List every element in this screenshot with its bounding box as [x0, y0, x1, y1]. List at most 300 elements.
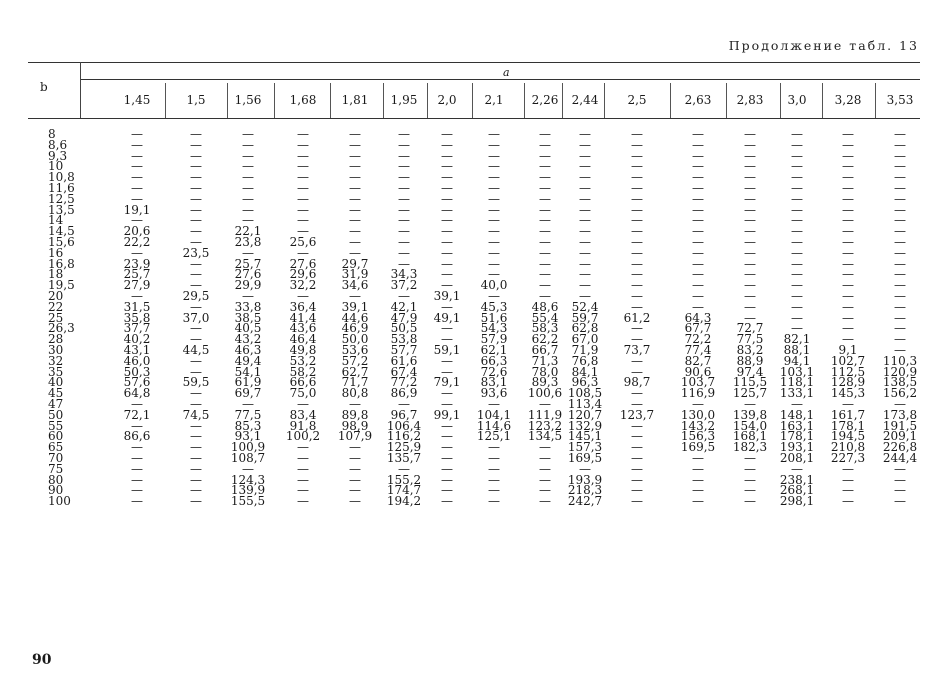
table-cell: 59,5: [182, 375, 210, 390]
table-cell: —: [631, 278, 643, 293]
row-label: 11,6: [48, 181, 75, 195]
row-label: 28: [48, 332, 64, 347]
table-cell: 66,6: [289, 375, 317, 390]
table-cell: —: [131, 461, 143, 476]
table-cell: —: [692, 472, 704, 487]
table-cell: 168,1: [732, 429, 768, 444]
table-cell: —: [398, 148, 410, 163]
table-cell: —: [744, 224, 756, 239]
table-cell: —: [441, 137, 453, 152]
table-cell: —: [842, 332, 854, 347]
table-cell: —: [791, 213, 803, 228]
table-cell: 72,1: [123, 407, 151, 422]
table-cell: 35,8: [123, 310, 151, 325]
table-cell: 161,7: [830, 407, 866, 422]
table-cell: 125,9: [386, 440, 422, 455]
table-cell: 27,9: [123, 278, 151, 293]
table-cell: —: [441, 181, 453, 195]
table-cell: —: [349, 451, 361, 465]
table-cell: —: [539, 224, 551, 239]
table-cell: —: [894, 213, 906, 228]
row-label: 75: [48, 461, 64, 476]
table-cell: —: [539, 483, 551, 498]
table-cell: —: [398, 137, 410, 152]
table-cell: —: [791, 202, 803, 217]
table-cell: 210,8: [830, 440, 866, 455]
table-cell: 29,6: [289, 267, 317, 282]
table-cell: 46,3: [234, 343, 262, 357]
table-cell: 134,5: [527, 429, 563, 444]
table-cell: —: [744, 256, 756, 271]
table-cell: —: [631, 472, 643, 487]
table-cell: —: [441, 397, 453, 411]
table-cell: —: [441, 353, 453, 368]
table-cell: —: [631, 332, 643, 347]
table-cell: —: [398, 202, 410, 217]
table-cell: 113,4: [567, 397, 603, 411]
group-header-rule: [80, 79, 920, 80]
table-cell: —: [894, 127, 906, 141]
table-cell: —: [692, 181, 704, 195]
table-cell: 244,4: [882, 451, 918, 465]
table-cell: —: [631, 483, 643, 498]
table-cell: 82,7: [684, 353, 712, 368]
table-cell: —: [744, 472, 756, 487]
table-cell: 100,9: [230, 440, 266, 455]
table-cell: —: [631, 418, 643, 433]
table-cell: —: [190, 483, 202, 498]
table-cell: —: [539, 181, 551, 195]
table-cell: 103,7: [680, 375, 716, 390]
row-label: 10,8: [48, 170, 75, 185]
table-cell: 118,1: [779, 375, 815, 390]
table-cell: —: [349, 289, 361, 303]
table-cell: 133,1: [779, 386, 815, 401]
table-cell: —: [791, 127, 803, 141]
table-cell: —: [190, 418, 202, 433]
table-cell: 112,5: [830, 364, 866, 379]
table-cell: —: [692, 451, 704, 465]
table-cell: —: [190, 181, 202, 195]
table-cell: —: [441, 213, 453, 228]
table-cell: 62,7: [341, 364, 369, 379]
row-label: 30: [48, 343, 64, 357]
table-cell: —: [441, 148, 453, 163]
table-cell: —: [190, 267, 202, 282]
table-cell: —: [894, 235, 906, 249]
table-cell: —: [349, 461, 361, 476]
table-cell: —: [631, 289, 643, 303]
table-cell: 85,3: [234, 418, 262, 433]
table-cell: —: [631, 440, 643, 455]
table-cell: —: [488, 202, 500, 217]
table-cell: 42,1: [390, 299, 418, 314]
table-cell: —: [744, 267, 756, 282]
table-cell: —: [744, 159, 756, 174]
table-cell: —: [190, 213, 202, 228]
table-cell: —: [190, 224, 202, 239]
table-cell: —: [488, 235, 500, 249]
table-cell: 135,7: [386, 451, 422, 465]
table-cell: —: [692, 235, 704, 249]
table-cell: —: [398, 213, 410, 228]
table-cell: —: [791, 170, 803, 185]
table-cell: —: [297, 191, 309, 206]
table-cell: —: [242, 245, 254, 260]
table-cell: 94,1: [783, 353, 811, 368]
column-header: 1,81: [341, 93, 369, 107]
row-label: 16: [48, 245, 64, 260]
table-cell: 108,7: [230, 451, 266, 465]
table-cell: —: [242, 159, 254, 174]
table-cell: —: [579, 191, 591, 206]
table-cell: —: [631, 224, 643, 239]
table-cell: 66,7: [531, 343, 559, 357]
table-cell: —: [488, 440, 500, 455]
column-header: 3,0: [787, 93, 807, 107]
table-cell: 174,7: [386, 483, 422, 498]
table-cell: —: [297, 472, 309, 487]
table-cell: —: [190, 472, 202, 487]
table-cell: —: [539, 213, 551, 228]
table-cell: 154,0: [732, 418, 768, 433]
table-cell: —: [131, 483, 143, 498]
column-header: 3,28: [834, 93, 862, 107]
table-cell: —: [579, 159, 591, 174]
table-cell: —: [441, 461, 453, 476]
table-cell: —: [631, 170, 643, 185]
table-cell: 46,4: [289, 332, 317, 347]
table-cell: —: [631, 353, 643, 368]
table-cell: —: [842, 299, 854, 314]
table-cell: —: [894, 278, 906, 293]
table-cell: 107,9: [337, 429, 373, 444]
table-cell: —: [692, 245, 704, 260]
table-cell: —: [242, 191, 254, 206]
column-divider: [670, 83, 671, 118]
table-cell: —: [242, 127, 254, 141]
table-cell: —: [488, 472, 500, 487]
table-cell: 50,3: [123, 364, 151, 379]
table-cell: —: [631, 256, 643, 271]
table-cell: —: [579, 235, 591, 249]
table-cell: —: [894, 256, 906, 271]
table-cell: —: [692, 202, 704, 217]
table-cell: —: [791, 137, 803, 152]
table-cell: 242,7: [567, 494, 603, 509]
table-cell: —: [131, 191, 143, 206]
table-cell: —: [398, 127, 410, 141]
table-cell: 39,1: [341, 299, 369, 314]
table-cell: —: [297, 181, 309, 195]
table-cell: —: [539, 202, 551, 217]
row-label: 14,5: [48, 224, 75, 239]
table-cell: —: [744, 483, 756, 498]
table-cell: —: [744, 461, 756, 476]
table-cell: —: [744, 137, 756, 152]
table-cell: —: [349, 213, 361, 228]
table-cell: 57,2: [341, 353, 369, 368]
table-cell: 33,8: [234, 299, 262, 314]
table-cell: —: [692, 483, 704, 498]
table-cell: 157,3: [567, 440, 603, 455]
table-cell: 123,7: [619, 407, 655, 422]
table-cell: —: [631, 137, 643, 152]
table-cell: —: [631, 148, 643, 163]
table-cell: —: [441, 364, 453, 379]
table-cell: 145,1: [567, 429, 603, 444]
table-cell: —: [791, 159, 803, 174]
table-cell: —: [441, 472, 453, 487]
table-cell: —: [242, 461, 254, 476]
table-cell: —: [297, 213, 309, 228]
table-cell: —: [692, 494, 704, 509]
table-cell: —: [894, 299, 906, 314]
table-cell: 37,7: [123, 321, 151, 336]
table-cell: 89,3: [531, 375, 559, 390]
table-cell: —: [631, 245, 643, 260]
table-cell: —: [894, 202, 906, 217]
table-cell: —: [539, 267, 551, 282]
table-cell: 64,3: [684, 310, 712, 325]
table-cell: —: [349, 494, 361, 509]
table-cell: 49,4: [234, 353, 262, 368]
table-cell: 36,4: [289, 299, 317, 314]
table-cell: —: [692, 267, 704, 282]
table-cell: —: [744, 191, 756, 206]
table-cell: 53,8: [390, 332, 418, 347]
table-cell: 50,0: [341, 332, 369, 347]
table-cell: 90,6: [684, 364, 712, 379]
table-cell: 50,5: [390, 321, 418, 336]
table-cell: —: [488, 451, 500, 465]
column-header: 2,0: [437, 93, 457, 107]
row-label: 22: [48, 299, 64, 314]
column-divider: [822, 83, 823, 118]
table-cell: —: [441, 299, 453, 314]
table-cell: 67,0: [571, 332, 599, 347]
table-cell: —: [539, 245, 551, 260]
table-cell: —: [131, 181, 143, 195]
table-cell: —: [692, 137, 704, 152]
row-label: 19,5: [48, 278, 75, 293]
table-cell: 238,1: [779, 472, 815, 487]
table-cell: —: [349, 397, 361, 411]
table-cell: —: [744, 299, 756, 314]
table-cell: —: [190, 429, 202, 444]
table-cell: 34,3: [390, 267, 418, 282]
table-cell: 77,5: [234, 407, 262, 422]
table-cell: —: [842, 159, 854, 174]
table-cell: 25,7: [123, 267, 151, 282]
table-cell: —: [791, 310, 803, 325]
table-cell: —: [894, 181, 906, 195]
table-cell: 54,3: [480, 321, 508, 336]
column-header: 2,44: [571, 93, 599, 107]
table-cell: —: [842, 289, 854, 303]
row-label: 13,5: [48, 202, 75, 217]
table-cell: —: [349, 137, 361, 152]
column-divider: [274, 83, 275, 118]
table-cell: —: [842, 137, 854, 152]
table-cell: —: [131, 451, 143, 465]
table-cell: 39,1: [433, 289, 461, 303]
table-cell: 88,1: [783, 343, 811, 357]
table-cell: 55,4: [531, 310, 559, 325]
table-cell: —: [744, 170, 756, 185]
table-cell: 138,5: [882, 375, 918, 390]
table-cell: —: [297, 245, 309, 260]
table-cell: —: [579, 461, 591, 476]
page-number: 90: [32, 652, 52, 668]
table-cell: —: [744, 310, 756, 325]
column-divider: [562, 83, 563, 118]
table-cell: 31,5: [123, 299, 151, 314]
table-cell: —: [631, 202, 643, 217]
table-cell: 44,6: [341, 310, 369, 325]
table-cell: 77,4: [684, 343, 712, 357]
table-cell: 156,2: [882, 386, 918, 401]
table-cell: —: [579, 170, 591, 185]
table-cell: —: [579, 127, 591, 141]
table-cell: —: [190, 353, 202, 368]
table-cell: —: [631, 159, 643, 174]
table-cell: —: [297, 224, 309, 239]
table-cell: —: [842, 235, 854, 249]
table-cell: —: [190, 202, 202, 217]
table-cell: —: [692, 148, 704, 163]
table-cell: —: [744, 181, 756, 195]
table-cell: 57,7: [390, 343, 418, 357]
table-cell: —: [842, 224, 854, 239]
table-cell: 25,7: [234, 256, 262, 271]
row-label: 32: [48, 353, 64, 368]
table-cell: —: [631, 299, 643, 314]
table-cell: —: [297, 440, 309, 455]
table-cell: 139,9: [230, 483, 266, 498]
row-label: 12,5: [48, 191, 75, 206]
table-cell: —: [539, 235, 551, 249]
column-header: 1,5: [186, 93, 206, 107]
table-cell: —: [441, 440, 453, 455]
table-cell: —: [744, 451, 756, 465]
table-cell: 191,5: [882, 418, 918, 433]
column-header: 1,45: [123, 93, 151, 107]
column-divider: [604, 83, 605, 118]
table-cell: 120,9: [882, 364, 918, 379]
table-cell: 75,0: [289, 386, 317, 401]
table-cell: 27,6: [234, 267, 262, 282]
table-cell: —: [744, 127, 756, 141]
table-cell: 29,9: [234, 278, 262, 293]
table-cell: —: [744, 202, 756, 217]
table-cell: —: [791, 181, 803, 195]
table-cell: —: [692, 159, 704, 174]
row-label: 15,6: [48, 235, 75, 249]
table-cell: 40,5: [234, 321, 262, 336]
table-cell: 37,0: [182, 310, 210, 325]
table-cell: 83,4: [289, 407, 317, 422]
table-cell: 82,1: [783, 332, 811, 347]
row-label: 60: [48, 429, 64, 444]
table-cell: 61,9: [234, 375, 262, 390]
table-cell: 58,2: [289, 364, 317, 379]
table-cell: —: [190, 235, 202, 249]
table-cell: 86,9: [390, 386, 418, 401]
table-cell: —: [692, 170, 704, 185]
table-cell: —: [488, 267, 500, 282]
table-cell: —: [842, 472, 854, 487]
table-cell: —: [297, 137, 309, 152]
table-cell: —: [692, 191, 704, 206]
table-cell: —: [488, 127, 500, 141]
row-label: 47: [48, 397, 64, 411]
table-cell: —: [539, 278, 551, 293]
table-cell: —: [631, 191, 643, 206]
group-header-a: a: [503, 66, 510, 79]
table-cell: 80,8: [341, 386, 369, 401]
table-cell: —: [894, 461, 906, 476]
table-cell: 23,5: [182, 245, 210, 260]
table-cell: 91,8: [289, 418, 317, 433]
table-cell: 27,6: [289, 256, 317, 271]
table-cell: 169,5: [567, 451, 603, 465]
table-cell: —: [349, 148, 361, 163]
table-cell: —: [349, 224, 361, 239]
table-cell: 139,8: [732, 407, 768, 422]
table-cell: —: [441, 245, 453, 260]
table-cell: 69,7: [234, 386, 262, 401]
table-cell: —: [190, 159, 202, 174]
table-cell: —: [190, 440, 202, 455]
table-cell: 43,6: [289, 321, 317, 336]
column-header: 2,83: [736, 93, 764, 107]
table-cell: —: [579, 181, 591, 195]
row-header-separator: [80, 62, 81, 118]
table-cell: —: [242, 289, 254, 303]
table-cell: —: [190, 494, 202, 509]
table-cell: 71,7: [341, 375, 369, 390]
table-cell: 100,2: [285, 429, 321, 444]
table-cell: 23,8: [234, 235, 262, 249]
table-cell: 102,7: [830, 353, 866, 368]
table-cell: —: [631, 397, 643, 411]
table-cell: 51,6: [480, 310, 508, 325]
table-cell: —: [579, 278, 591, 293]
table-cell: 40,0: [480, 278, 508, 293]
table-cell: 58,3: [531, 321, 559, 336]
table-cell: 57,9: [480, 332, 508, 347]
table-cell: 96,3: [571, 375, 599, 390]
table-cell: 62,2: [531, 332, 559, 347]
table-cell: —: [579, 267, 591, 282]
column-divider: [472, 83, 473, 118]
row-label: 20: [48, 289, 64, 303]
table-cell: 34,6: [341, 278, 369, 293]
table-cell: 194,2: [386, 494, 422, 509]
table-cell: 72,7: [736, 321, 764, 336]
table-cell: —: [398, 289, 410, 303]
table-cell: —: [441, 429, 453, 444]
table-cell: 66,3: [480, 353, 508, 368]
table-cell: —: [190, 127, 202, 141]
table-cell: —: [488, 245, 500, 260]
table-cell: —: [297, 289, 309, 303]
column-header: 2,63: [684, 93, 712, 107]
table-cell: —: [297, 461, 309, 476]
table-cell: —: [441, 418, 453, 433]
table-cell: —: [791, 321, 803, 336]
